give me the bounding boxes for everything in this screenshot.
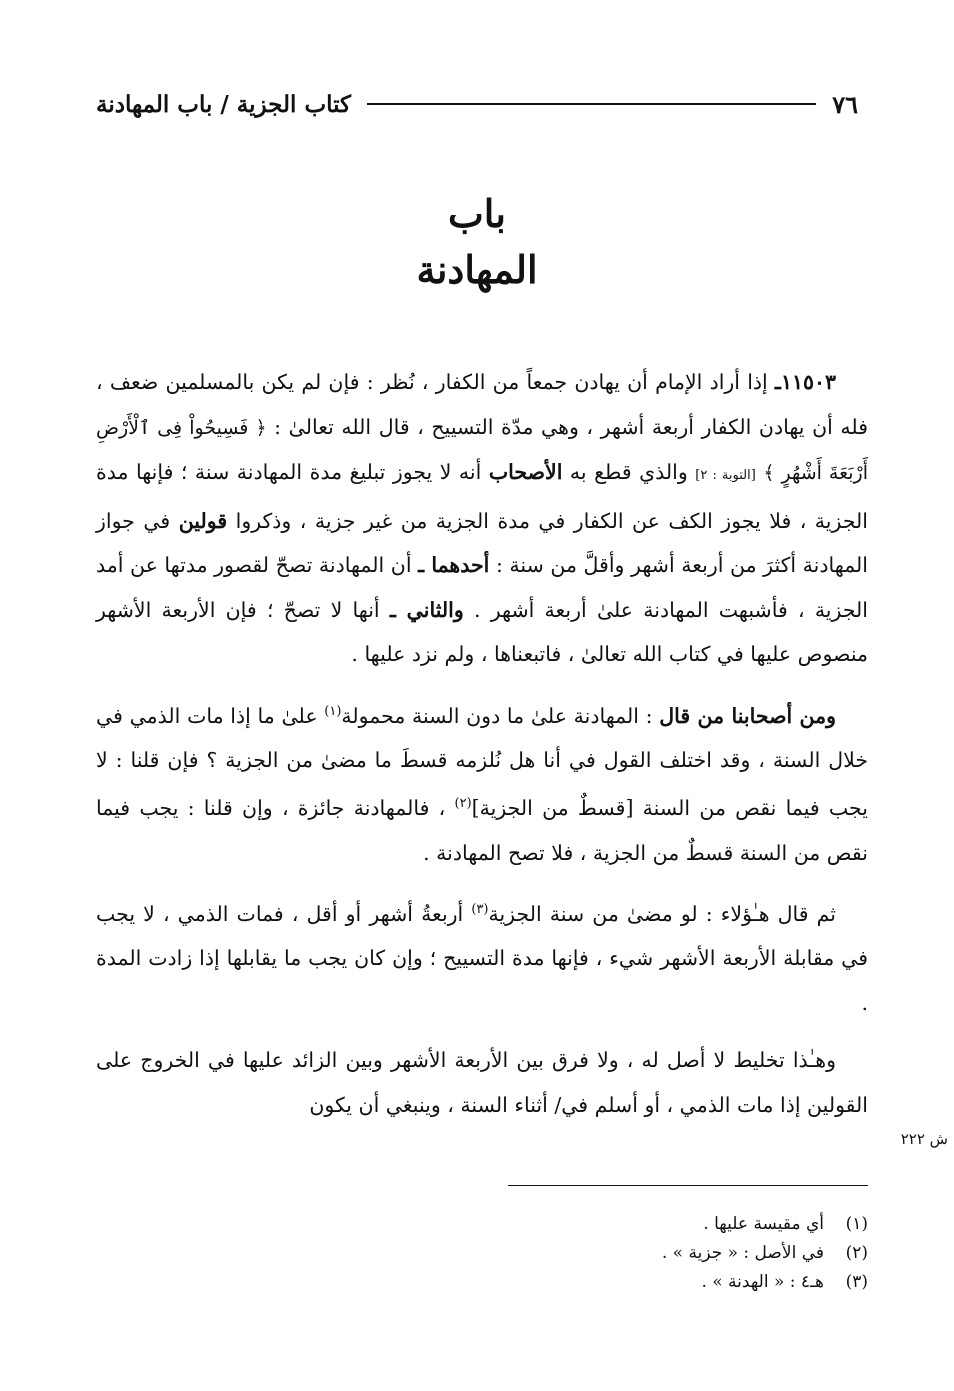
p1-bold4: والثاني ـ bbox=[389, 597, 464, 622]
p1-text1: إذا أراد الإمام أن يهادن جمعاً من الكفار ، نُظر : فإن لم يكن بالمسلمين ضعف ، فله أن يهادن الكفار أربعة أشهر ، وهي مدّة التسييح ، قال الله تعالىٰ : bbox=[96, 370, 868, 439]
footnote-rule bbox=[508, 1185, 868, 1186]
p3-text1: ثم قال هـٰؤلاء : لو مضىٰ من سنة الجزية bbox=[488, 901, 836, 926]
margin-note: ش ٢٢٢ bbox=[900, 1130, 948, 1148]
footnote-ref-1[interactable]: (١) bbox=[324, 703, 342, 719]
p1-text3: أنه لا يجوز تبليغ مدة المهادنة سنة ؛ فإنها مدة الجزية ، فلا يجوز الكف عن الكفار في مدة الجزية من غير جزية ، وذكروا bbox=[96, 460, 868, 533]
p1-text4: في جواز المهادنة أكثرَ من أربعة أشهر وأقلَّ من سنة : bbox=[96, 508, 868, 577]
paragraph-2 bbox=[96, 690, 868, 876]
footnote-number: (٣) bbox=[845, 1272, 868, 1292]
header-rule bbox=[367, 103, 816, 105]
p1-bold1: الأصحاب bbox=[488, 460, 563, 484]
quran-verse: ﴿ فَسِيحُواْ فِى ٱلْأَرْضِ أَرْبَعَةَ أَشْهُرٍ ﴾ bbox=[96, 416, 869, 484]
chapter-title-line1: باب bbox=[448, 191, 506, 236]
issue-number: ١١٥٠٣ـ bbox=[774, 370, 836, 394]
running-header bbox=[96, 84, 858, 124]
footnote-2 bbox=[96, 1239, 868, 1268]
footnotes bbox=[96, 1210, 868, 1297]
footnote-text: هـ٤ : « الهدنة » . bbox=[701, 1272, 824, 1292]
footnote-number: (٢) bbox=[845, 1243, 868, 1263]
p2-bold1: ومن أصحابنا من قال bbox=[659, 703, 836, 728]
paragraph-1503 bbox=[96, 360, 868, 677]
paragraph-4 bbox=[96, 1038, 868, 1127]
footnote-number: (١) bbox=[845, 1214, 868, 1234]
paragraph-3 bbox=[96, 888, 868, 1025]
p2-text3: ، فالمهادنة جائزة ، وإن قلنا : يجب فيما نقص من السنة قسطٌ من الجزية ، فلا تصح المهادنة . bbox=[96, 796, 868, 865]
footnote-text: في الأصل : « جزية » . bbox=[661, 1243, 824, 1263]
footnote-3 bbox=[96, 1268, 868, 1297]
chapter-title-line2: المهادنة bbox=[416, 247, 538, 292]
p1-text2: والذي قطع به bbox=[562, 460, 696, 484]
p1-text6: أنها لا تصحّ ؛ فإن الأربعة الأشهر منصوص عليها في كتاب الله تعالىٰ ، فاتبعناها ، ولم نزد عليها . bbox=[96, 597, 868, 666]
p1-text5: أن المهادنة تصحّ لقصور مدتها عن أمد الجزية ، فأشبهت المهادنة علىٰ أربعة أشهر . bbox=[96, 553, 869, 622]
p4-text1: وهـٰذا تخليط لا أصل له ، ولا فرق بين الأربعة الأشهر وبين الزائد عليها في الخروج على القولين إذا مات الذمي ، أو أسلم في/ أثناء السنة ، وينبغي أن يكون bbox=[96, 1048, 868, 1117]
footnote-ref-3[interactable]: (٣) bbox=[471, 902, 489, 918]
footnote-1 bbox=[96, 1210, 868, 1239]
p1-bold3: أحدهما ـ bbox=[418, 553, 490, 577]
running-title: كتاب الجزية / باب المهادنة bbox=[96, 90, 351, 118]
quran-reference: [التوبة : ٢] bbox=[695, 468, 756, 483]
footnote-ref-2[interactable]: (٢) bbox=[454, 796, 472, 812]
footnote-text: أي مقيسة عليها . bbox=[703, 1214, 824, 1234]
body-text bbox=[96, 360, 868, 1140]
p2-text2: علىٰ ما إذا مات الذمي في خلال السنة ، وقد اختلف القول في أنا هل نُلزمه قسطَ ما مضىٰ من الجزية ؟ فإن قلنا : لا يجب فيما نقص من السنة [قسطٌ من الجزية] bbox=[96, 703, 868, 821]
page-number: ٧٦ bbox=[832, 89, 858, 119]
p2-text1: : المهادنة علىٰ ما دون السنة محمولة bbox=[341, 703, 660, 728]
p3-text2: أربعةُ أشهر أو أقل ، فمات الذمي ، لا يجب في مقابلة الأربعة الأشهر شيء ، فإنها مدة التسييح ؛ وإن كان يجب ما يقابلها إذا زادت المدة . bbox=[96, 901, 868, 1015]
chapter-title bbox=[0, 186, 954, 298]
p1-bold2: قولين bbox=[178, 508, 228, 533]
